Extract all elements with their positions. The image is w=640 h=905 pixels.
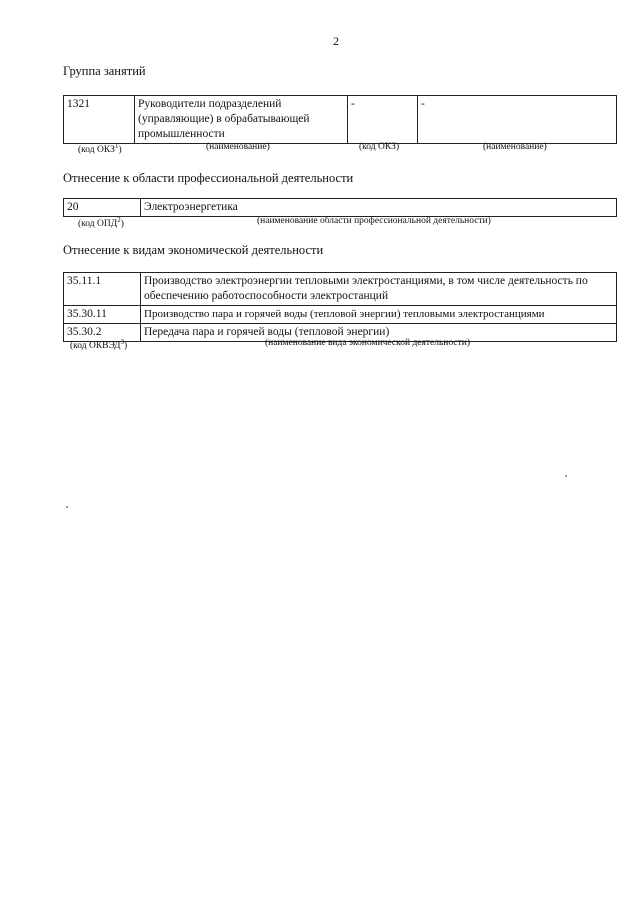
- okz-code-2-caption: (код ОКЗ): [359, 142, 400, 152]
- okved-name-caption: (наименование вида экономической деятельности): [265, 338, 470, 348]
- opd-name-caption: (наименование области профессиональной деятельности): [257, 216, 491, 226]
- okved-name-cell: Передача пара и горячей воды (тепловой энергии): [141, 324, 617, 342]
- page-number: 2: [333, 34, 339, 48]
- okz-name-cell: Руководители подразделений (управляющие) в обрабатывающей промышленности: [135, 96, 348, 144]
- opd-code-cell: 20: [64, 199, 141, 217]
- opd-code-caption: (код ОПД$^2$): [78, 216, 124, 230]
- table-row: [64, 273, 617, 306]
- scan-speck: [565, 475, 567, 477]
- okz-name-caption: (наименование): [206, 142, 270, 152]
- table-row: [64, 306, 617, 324]
- okved-code-cell: 35.30.2: [64, 324, 141, 342]
- okz-name-2-cell: -: [418, 96, 617, 144]
- scan-speck: [66, 506, 68, 508]
- okved-code-caption: (код ОКВЭД$^3$): [70, 338, 128, 352]
- table-row: [64, 199, 617, 217]
- okz-code-cell: 1321: [64, 96, 135, 144]
- opd-name-cell: Электроэнергетика: [141, 199, 617, 217]
- economic-activity-table: [63, 272, 617, 342]
- okved-name-cell: Производство пара и горячей воды (тепловой энергии) тепловыми электростанциями: [141, 306, 617, 324]
- occupation-group-table: [63, 95, 617, 144]
- okved-name-cell: Производство электроэнергии тепловыми электростанциями, в том числе деятельность по обеспечению работоспособности электростанций: [141, 273, 617, 306]
- okved-code-cell: 35.30.11: [64, 306, 141, 324]
- economic-activity-heading: Отнесение к видам экономической деятельности: [63, 243, 324, 257]
- professional-area-table: [63, 198, 617, 217]
- okz-name-2-caption: (наименование): [483, 142, 547, 152]
- okz-code-caption: (код ОКЗ$^1$): [78, 142, 122, 156]
- occupation-group-heading: Группа занятий: [63, 64, 146, 78]
- table-row: [64, 96, 617, 144]
- okz-code-2-cell: -: [348, 96, 418, 144]
- professional-area-heading: Отнесение к области профессиональной деятельности: [63, 171, 354, 185]
- okved-code-cell: 35.11.1: [64, 273, 141, 306]
